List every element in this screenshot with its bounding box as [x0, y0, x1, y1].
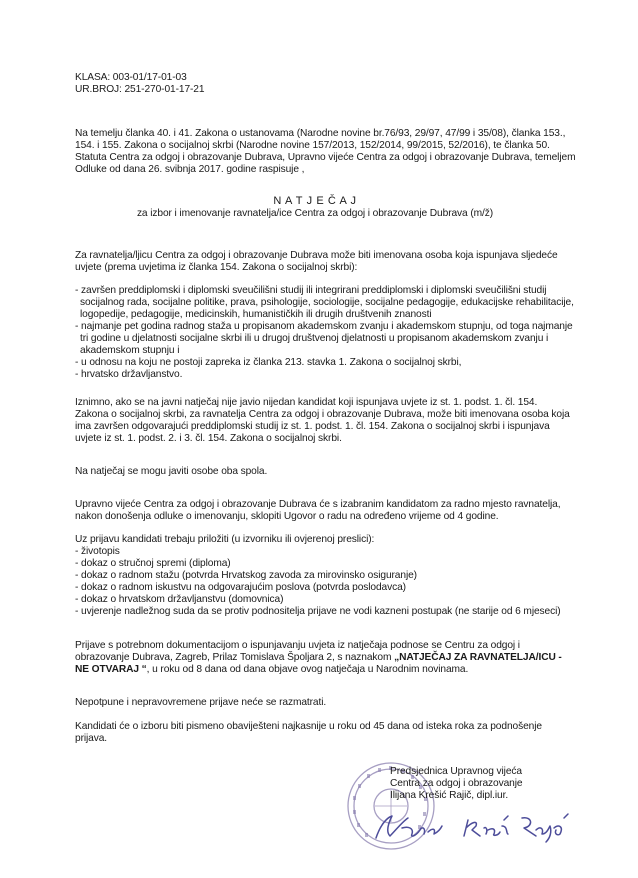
klasa-line: KLASA: 003-01/17-01-03 — [75, 72, 187, 83]
exception-line: ima završen odgovarajući preddiplomski studij iz st. 1. podst. 1. čl. 154. Zakona o socijalnoj skrbi i ispunjava — [75, 421, 550, 432]
condition-line: tri godine u djelatnosti socijalne skrbi ili u drugoj društvenoj djelatnosti u propisanom akademskom zvanju i — [80, 333, 549, 344]
intro-line: Statuta Centra za odgoj i obrazovanje Dubrava, Upravno vijeće Centra za odgoj i obrazovanje Dubrava, temeljem — [75, 152, 576, 163]
exception-paragraph — [75, 397, 575, 445]
submission-text: obrazovanje Dubrava, Zagreb, Prilaz Tomislava Špoljara 2, s naznakom — [75, 652, 395, 663]
intro-line: Na temelju članka 40. i 41. Zakona o ustanovama (Narodne novine br.76/93, 29/97, 47/99 i 35/08), članka 153., — [75, 128, 566, 139]
notice-line: Kandidati će o izboru biti pismeno obaviješteni najkasnije u roku od 45 dana od isteka roka za podnošenje — [75, 721, 542, 732]
handwritten-signature-icon — [368, 806, 573, 846]
documents-intro: Uz prijavu kandidati trebaju priložiti (u izvorniku ili ovjerenoj preslici): — [75, 534, 375, 545]
document-item: - dokaz o radnom stažu (potvrda Hrvatskog zavoda za mirovinsko osiguranje) — [75, 570, 417, 581]
submission-marking: NE OTVARAJ “ — [75, 664, 147, 675]
conditions-list — [75, 285, 575, 381]
document-subtitle: za izbor i imenovanje ravnatelja/ice Centra za odgoj i obrazovanje Dubrava (m/ž) — [136, 208, 494, 219]
exception-line: uvjete iz st. 1. podst. 2. i 3. čl. 154. Zakona o socijalnoj skrbi. — [75, 433, 342, 444]
incomplete-applications-line: Nepotpune i nepravovremene prijave neće se razmatrati. — [75, 697, 327, 708]
exception-line: Zakona o socijalnoj skrbi, za ravnatelja Centra za odgoj i obrazovanje Dubrava, može biti imenovana osoba koja — [75, 409, 570, 420]
contract-line: nakon donošenja odluke o imenovanju, sklopiti Ugovor o radu na određeno vrijeme od 4 godine. — [75, 511, 499, 522]
both-sexes-line: Na natječaj se mogu javiti osobe oba spola. — [75, 466, 268, 477]
condition-line: - u odnosu na koju ne postoji zapreka iz članka 213. stavka 1. Zakona o socijalnoj skrbi, — [75, 357, 462, 368]
conditions-intro — [75, 250, 575, 274]
notice-line: prijava. — [75, 733, 108, 744]
condition-line: - najmanje pet godina radnog staža u propisanom akademskom zvanju i akademskom stupnju, od toga najmanje — [75, 321, 573, 332]
contract-paragraph — [75, 499, 575, 523]
signatory-role: Predsjednica Upravnog vijeća — [390, 766, 522, 777]
document-title: N A T J E Č A J — [273, 195, 357, 207]
document-item: - dokaz o hrvatskom državljanstvu (domovnica) — [75, 594, 284, 605]
signatory-name: Ilijana Krešić Rajič, dipl.iur. — [390, 790, 509, 801]
condition-line: - završen preddiplomski i diplomski sveučilišni studij ili integrirani preddiplomski i diplomski sveučilišni studij — [75, 285, 547, 296]
signature-block — [390, 766, 590, 802]
intro-line: Odluke od dana 26. svibnja 2017. godine raspisuje , — [75, 164, 305, 175]
intro-line: 154. i 155. Zakona o socijalnoj skrbi (Narodne novine 157/2013, 152/2014, 99/2015, 52/2016), te članka 50. — [75, 140, 550, 151]
contract-line: Upravno vijeće Centra za odgoj i obrazovanje Dubrava će s izabranim kandidatom za radno mjesto ravnatelja, — [75, 499, 561, 510]
condition-line: socijalnog rada, socijalne politike, prava, psihologije, sociologije, socijalne pedagogije, edukacijske rehabilitacije, — [80, 297, 574, 308]
condition-line: akademskom stupnju i — [80, 345, 180, 356]
submission-paragraph — [75, 640, 575, 676]
submission-line — [75, 652, 575, 664]
conditions-intro-line: Za ravnatelja/ljicu Centra za odgoj i obrazovanje Dubrava može biti imenovana osoba koja ispunjava sljedeće — [75, 250, 558, 261]
document-item: - životopis — [75, 546, 120, 557]
documents-section — [75, 534, 575, 618]
urbroj-line: UR.BROJ: 251-270-01-17-21 — [75, 84, 205, 95]
document-item: - uvjerenje nadležnog suda da se protiv podnositelja prijave ne vodi kazneni postupak (ne starije od 6 mjeseci) — [75, 606, 561, 617]
conditions-intro-line: uvjete (prema uvjetima iz članka 154. Zakona o socijalnoj skrbi): — [75, 262, 358, 273]
signatory-institution: Centra za odgoj i obrazovanje — [390, 778, 523, 789]
notice-paragraph — [75, 721, 575, 745]
exception-line: Iznimno, ako se na javni natječaj nije javio nijedan kandidat koji ispunjava uvjete iz st. 1. podst. 1. čl. 154. — [75, 397, 538, 408]
intro-paragraph — [75, 128, 575, 176]
submission-line — [75, 664, 575, 676]
submission-text: , u roku od 8 dana od dana objave ovog natječaja u Narodnim novinama. — [146, 664, 469, 675]
condition-line: logopedije, pedagogije, medicinskih, humanističkih ili drugih društvenih znanosti — [80, 309, 432, 320]
condition-line: - hrvatsko državljanstvo. — [75, 369, 183, 380]
document-item: - dokaz o stručnoj spremi (diploma) — [75, 558, 231, 569]
document-item: - dokaz o radnom iskustvu na odgovarajućim poslova (potvrda poslodavca) — [75, 582, 406, 593]
submission-line: Prijave s potrebnom dokumentacijom o ispunjavanju uvjeta iz natječaja podnose se Centru za odgoj i — [75, 640, 520, 651]
submission-marking: „NATJEČAJ ZA RAVNATELJA/ICU - — [394, 652, 562, 663]
